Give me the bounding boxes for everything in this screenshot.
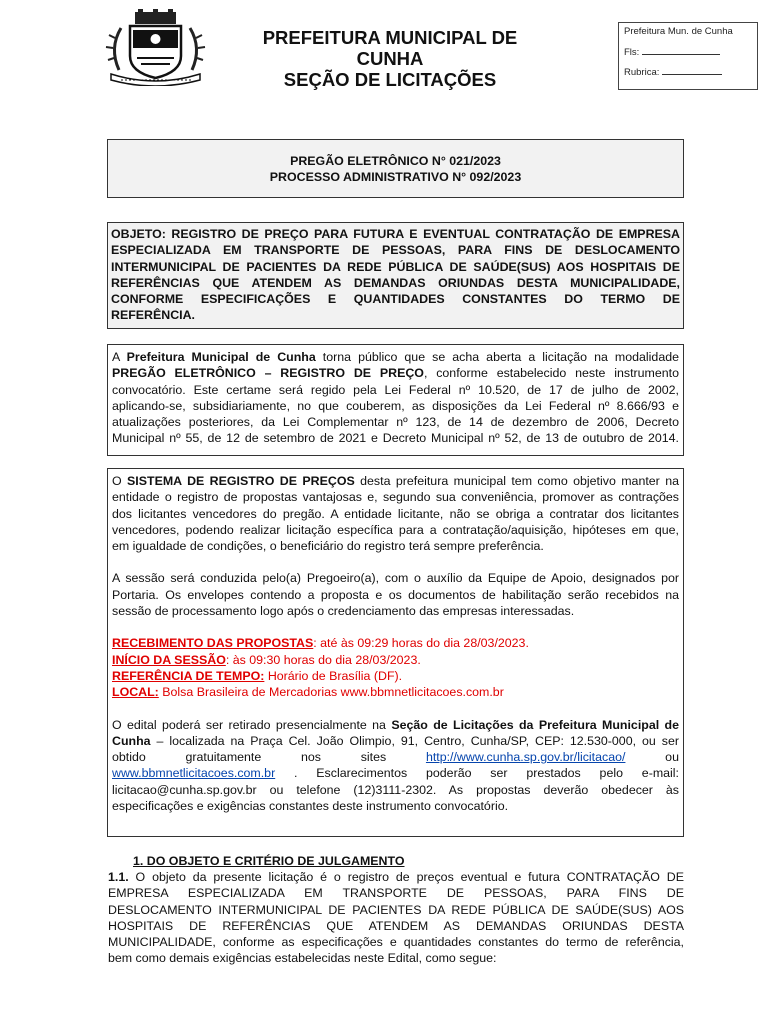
edital-word: nos [301,750,321,765]
srp-line: entidade o registro de propostas vantajosas e, segundo sua conveniência, promover as contrações [112,490,679,505]
intro-modalidade: PREGÃO ELETRÔNICO – REGISTRO DE PREÇO [112,366,424,381]
stamp-rubrica-line [662,66,722,75]
title-line-3: SEÇÃO DE LICITAÇÕES [283,69,497,90]
referencia-text: Horário de Brasília (DF). [264,668,403,683]
edital-word: obtido [112,750,146,765]
edital-line [112,765,679,781]
section-text: O objeto da presente licitação é o registro de preços eventual e futura CONTRATAÇÃO DE [128,870,684,884]
cunha-licitacao-link[interactable]: http://www.cunha.sp.gov.br/licitacao/ [425,750,626,765]
stamp-rubrica-row [624,66,752,86]
intro-line: atualizações posteriores, da Lei Complementar nº 123, de 14 de dezembro de 2006, Decreto [112,415,679,430]
objeto-line: ESPECIALIZADA EM TRANSPORTE DE PESSOAS, PARA FINS DE DESLOCAMENTO [111,243,680,258]
objeto-box [107,222,684,329]
srp-line: em igualdade de condições, o beneficiário do registro terá sempre preferência. [112,539,544,554]
srp-line: vencedores, podendo realizar licitação específica para a contratação/aquisição, hipóteses em que, [112,522,679,537]
intro-prefeitura: Prefeitura Municipal de Cunha [126,350,316,364]
srp-line: sessão de processamento logo após o credenciamento das empresas interessadas. [112,604,575,619]
objeto-line: REFERÊNCIAS QUE ATENDEM AS DEMANDAS ORIUNDAS DESTA MUNICIPALIDADE, [111,275,680,290]
recebimento-label: RECEBIMENTO DAS PROPOSTAS [112,636,314,651]
clause-number: 1.1. [108,870,129,884]
municipal-coat-of-arms-icon [103,8,208,86]
intro-text: torna público que se acha aberta a licitação na modalidade [315,350,679,364]
edital-word: gratuitamente [185,750,262,765]
inicio-label: INÍCIO DA SESSÃO [112,652,226,667]
intro-line: aplicando-se, subsidiariamente, no que couberem, as disposições da Lei Federal nº 8.666/93 e [112,398,679,413]
title-line-1: PREFEITURA MUNICIPAL DE [262,27,518,48]
section-line: bem como demais exigências estabelecidas neste Edital, como segue: [108,951,497,966]
intro-line [112,365,679,381]
recebimento-line [112,635,679,651]
stamp-title: Prefeitura Mun. de Cunha [624,26,733,37]
edital-secao: Seção de Licitações da Prefeitura Municipal de [391,717,679,732]
objeto-line: INTERMUNICIPAL DE PACIENTES DA REDE PÚBLICA DE SAÚDE(SUS) AOS HOSPITAIS DE [111,259,680,274]
referencia-line [112,668,679,684]
edital-line: especificações e exigências constantes deste instrumento convocatório. [112,799,509,814]
srp-box [107,468,684,837]
edital-line: licitacao@cunha.sp.gov.br ou telefone (12)3111-2302. As propostas deverão obedecer às [112,782,679,797]
spacer [112,554,679,570]
section-line: DESLOCAMENTO INTERMUNICIPAL DE PACIENTES DA REDE PÚBLICA DE SAÚDE(SUS) AOS [108,902,684,917]
edital-text: . Esclarecimentos poderão ser prestados pelo e-mail: [275,766,679,781]
local-text: Bolsa Brasileira de Mercadorias www.bbmnetlicitacoes.com.br [158,685,504,700]
edital-text: O edital poderá ser retirado presencialmente na [112,717,392,732]
inicio-text: : às 09:30 horas do dia 28/03/2023. [225,652,421,667]
section-1-body [108,869,684,967]
referencia-label: REFERÊNCIA DE TEMPO: [112,668,265,683]
section-line [108,869,684,885]
objeto-line: OBJETO: REGISTRO DE PREÇO PARA FUTURA E EVENTUAL CONTRATAÇÃO DE EMPRESA [111,227,680,241]
section-line: MUNICIPALIDADE, conforme as especificações e quantidades constantes do termo de referência, [108,935,684,950]
section-line: HOSPITAIS DE REFERÊNCIAS QUE ATENDEM AS DEMANDAS ORIUNDAS DESTA [108,918,684,933]
inicio-line [112,652,679,668]
srp-text: desta prefeitura municipal tem como objetivo manter na [354,474,679,488]
intro-text: , conforme estabelecido neste instrumento [423,366,679,381]
objeto-line: REFERÊNCIA. [111,308,195,323]
srp-line: dos licitantes vencedores do pregão. A entidade licitante, não se obriga a contratar dos licitantes [112,506,679,521]
local-label: LOCAL: [112,685,159,700]
section-line: EMPRESA ESPECIALIZADA EM TRANSPORTE DE PESSOAS, PARA FINS DE [108,886,684,901]
edital-word: sites [360,750,387,765]
intro-line: convocatório. Este certame será regido pela Lei Federal nº 10.520, de 17 de julho de 2002, [112,382,679,397]
objeto-line: CONFORME ESPECIFICAÇÕES E QUANTIDADES CONSTANTES DO TERMO DE [111,292,680,307]
intro-text: A [112,350,127,364]
local-line [112,684,679,700]
stamp-fls-label: Fls: [624,47,640,58]
title-line-2: CUNHA [356,48,424,69]
stamp-fls-row [624,46,752,66]
recebimento-text: : até às 09:29 horas do dia 28/03/2023. [313,636,529,651]
edital-text: – localizada na Praça Cel. João Olimpio, 91, Centro, Cunha/SP, CEP: 12.530-000, ou ser [150,733,679,748]
page-stamp-box [618,22,758,90]
spacer [112,619,679,635]
bbmnet-link[interactable]: www.bbmnetlicitacoes.com.br [112,766,276,781]
srp-line: Portaria. Os envelopes contendo a proposta e os documentos de habilitação serão recebidos na [112,587,679,602]
page-header [0,0,770,110]
edital-cunha: Cunha [112,733,151,748]
edital-line [112,749,679,765]
intro-line: Municipal nº 55, de 12 de setembro de 2021 e Decreto Municipal nº 52, de 13 de outubro de 2014. [112,431,679,446]
srp-system-name: SISTEMA DE REGISTRO DE PREÇOS [127,474,355,488]
srp-text: O [112,474,128,488]
srp-line: A sessão será conduzida pelo(a) Pregoeiro(a), com o auxílio da Equipe de Apoio, designados por [112,571,679,586]
edital-word: ou [665,750,679,765]
intro-line [112,349,679,365]
stamp-rubrica-label: Rubrica: [624,67,660,78]
edital-line [112,733,679,749]
page-title [225,27,555,90]
intro-box [107,344,684,456]
pregao-number: PREGÃO ELETRÔNICO N° 021/2023 [290,154,501,168]
srp-line [112,473,679,489]
section-1-title: 1. DO OBJETO E CRITÉRIO DE JULGAMENTO [133,854,405,868]
spacer [112,701,679,717]
stamp-fls-line [642,46,720,55]
processo-number: PROCESSO ADMINISTRATIVO N° 092/2023 [269,170,522,184]
edital-line [112,717,679,733]
pregao-box [107,139,684,198]
